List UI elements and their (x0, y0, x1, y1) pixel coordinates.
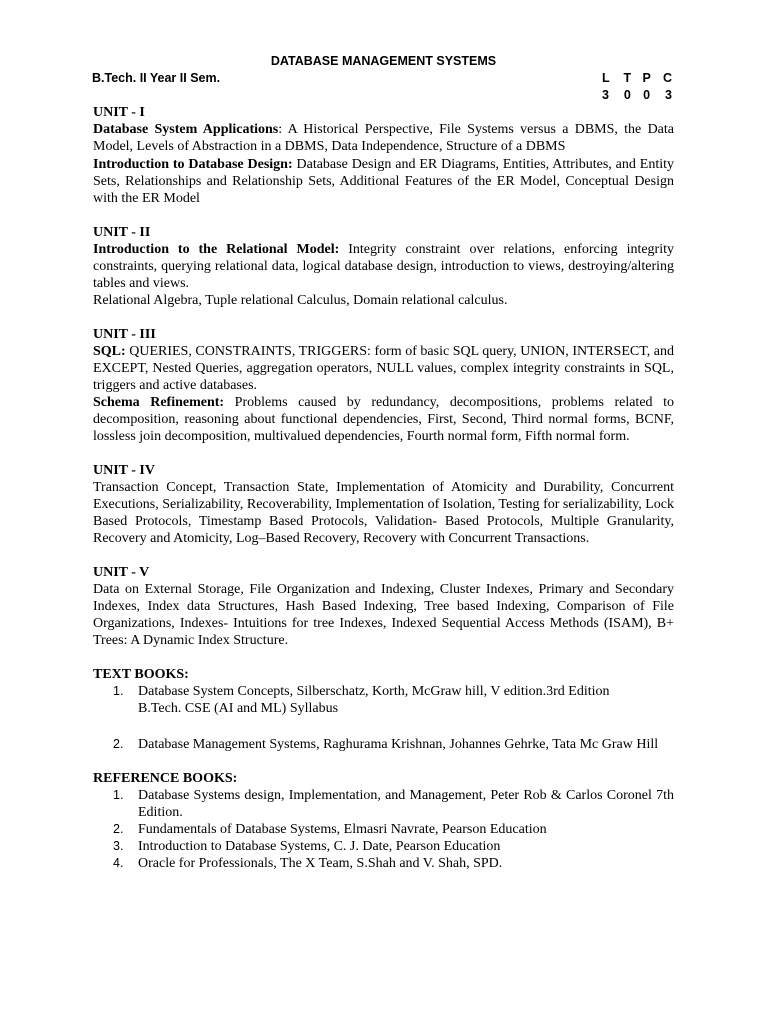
unit-3 (93, 326, 674, 445)
course-row (93, 70, 674, 104)
ltpc-value-t: 0 (623, 88, 631, 102)
unit-paragraph (93, 479, 674, 547)
ltpc-headers (602, 70, 672, 87)
text-books-list (93, 683, 674, 753)
unit-paragraph (93, 292, 674, 309)
course-line: B.Tech. II Year II Sem. (92, 71, 221, 85)
paragraph-text: QUERIES, CONSTRAINTS, TRIGGERS: form of basic SQL query, UNION, INTERSECT, and EXCEPT, Nested Queries, aggregation operators, NULL values, complex integrity constraints in SQL, triggers and active databases. (93, 344, 674, 393)
paragraph-text: Problems caused by redundancy, decompositions, problems related to decomposition, reasoning about functional dependencies, First, Second, Third normal forms, BCNF, lossless join decomposition, multivalued dependencies, Fourth normal form, Fifth normal form. (93, 395, 674, 444)
paragraph-text: Data on External Storage, File Organization and Indexing, Cluster Indexes, Primary and Secondary Indexes, Index data Structures, Hash Based Indexing, Tree based Indexing, Comparison of File Organizations, Indexes- Intuitions for tree Indexes, Indexed Sequential Access Methods (ISAM), B+ Trees: A Dynamic Index Structure. (93, 582, 674, 648)
list-item-text: Database Systems design, Implementation, and Management, Peter Rob & Carlos Coronel 7th Edition. (138, 788, 674, 820)
unit-paragraph (93, 241, 674, 292)
unit-4 (93, 462, 674, 547)
syllabus-body (93, 104, 674, 872)
unit-heading: UNIT - II (93, 225, 151, 240)
list-number: 2. (113, 822, 124, 836)
unit-heading: UNIT - III (93, 327, 156, 342)
list-item-text: Database System Concepts, Silberschatz, Korth, McGraw hill, V edition.3rd Edition (138, 684, 610, 699)
ltpc-value-p: 0 (643, 88, 651, 102)
unit-paragraph (93, 581, 674, 649)
paragraph-lead: SQL: (93, 344, 126, 359)
list-item (93, 838, 674, 855)
reference-books-heading: REFERENCE BOOKS: (93, 771, 238, 786)
unit-paragraph (93, 394, 674, 445)
syllabus-page (93, 52, 674, 872)
reference-books (93, 770, 674, 872)
list-number: 4. (113, 856, 124, 870)
text-books (93, 666, 674, 753)
list-number: 1. (113, 788, 124, 802)
unit-heading: UNIT - I (93, 105, 145, 120)
ltpc-table (602, 70, 672, 104)
text-books-heading: TEXT BOOKS: (93, 667, 189, 682)
unit-heading: UNIT - V (93, 565, 150, 580)
list-item (93, 736, 674, 753)
list-item (93, 787, 674, 821)
unit-paragraph (93, 156, 674, 207)
reference-books-list (93, 787, 674, 872)
paragraph-lead: Introduction to Database Design: (93, 157, 293, 172)
list-item-text: Fundamentals of Database Systems, Elmasri Navrate, Pearson Education (138, 822, 547, 837)
unit-5 (93, 564, 674, 649)
paragraph-text: Database Design and ER Diagrams, Entities, Attributes, and Entity Sets, Relationships and Relationship Sets, Additional Features of the ER Model, Conceptual Design with the ER Model (93, 157, 674, 206)
list-item (93, 683, 674, 717)
paragraph-text: : A Historical Perspective, File Systems versus a DBMS, the Data Model, Levels of Abstraction in a DBMS, Data Independence, Structure of a DBMS (93, 122, 674, 154)
ltpc-header-t: T (623, 71, 632, 85)
ltpc-header-l: L (602, 71, 610, 85)
unit-heading: UNIT - IV (93, 463, 155, 478)
list-number: 2. (113, 737, 124, 751)
list-number: 1. (113, 684, 124, 698)
paragraph-text: Transaction Concept, Transaction State, Implementation of Atomicity and Durability, Concurrent Executions, Serializability, Recoverability, Implementation of Isolation, Testing for serializability, Lock Based Protocols, Timestamp Based Protocols, Validation- Based Protocols, Multiple Granularity, Recovery and Atomicity, Log–Based Recovery, Recovery with Concurrent Transactions. (93, 480, 674, 546)
unit-1 (93, 104, 674, 207)
unit-paragraph (93, 121, 674, 155)
paragraph-text: Integrity constraint over relations, enforcing integrity constraints, querying relational data, logical database design, introduction to views, destroying/altering tables and views. (93, 242, 674, 291)
unit-paragraph (93, 343, 674, 394)
list-item-text: Database Management Systems, Raghurama Krishnan, Johannes Gehrke, Tata Mc Graw Hill (138, 737, 659, 752)
list-item-text: Introduction to Database Systems, C. J. Date, Pearson Education (138, 839, 501, 854)
list-item (93, 855, 674, 872)
ltpc-header-p: P (642, 71, 651, 85)
list-item-text: Oracle for Professionals, The X Team, S.Shah and V. Shah, SPD. (138, 856, 503, 871)
page-title: DATABASE MANAGEMENT SYSTEMS (270, 54, 497, 68)
paragraph-lead: Database System Applications (93, 122, 279, 137)
paragraph-lead: Introduction to the Relational Model: (93, 242, 340, 257)
list-number: 3. (113, 839, 124, 853)
paragraph-text: Relational Algebra, Tuple relational Calculus, Domain relational calculus. (93, 293, 508, 308)
list-item (93, 821, 674, 838)
ltpc-values (602, 87, 672, 104)
unit-2 (93, 224, 674, 309)
ltpc-value-c: 3 (665, 88, 672, 102)
ltpc-header-c: C (662, 71, 672, 85)
syllabus-footer-note: B.Tech. CSE (AI and ML) Syllabus (138, 701, 339, 716)
ltpc-value-l: 3 (602, 88, 609, 102)
paragraph-lead: Schema Refinement: (93, 395, 225, 410)
